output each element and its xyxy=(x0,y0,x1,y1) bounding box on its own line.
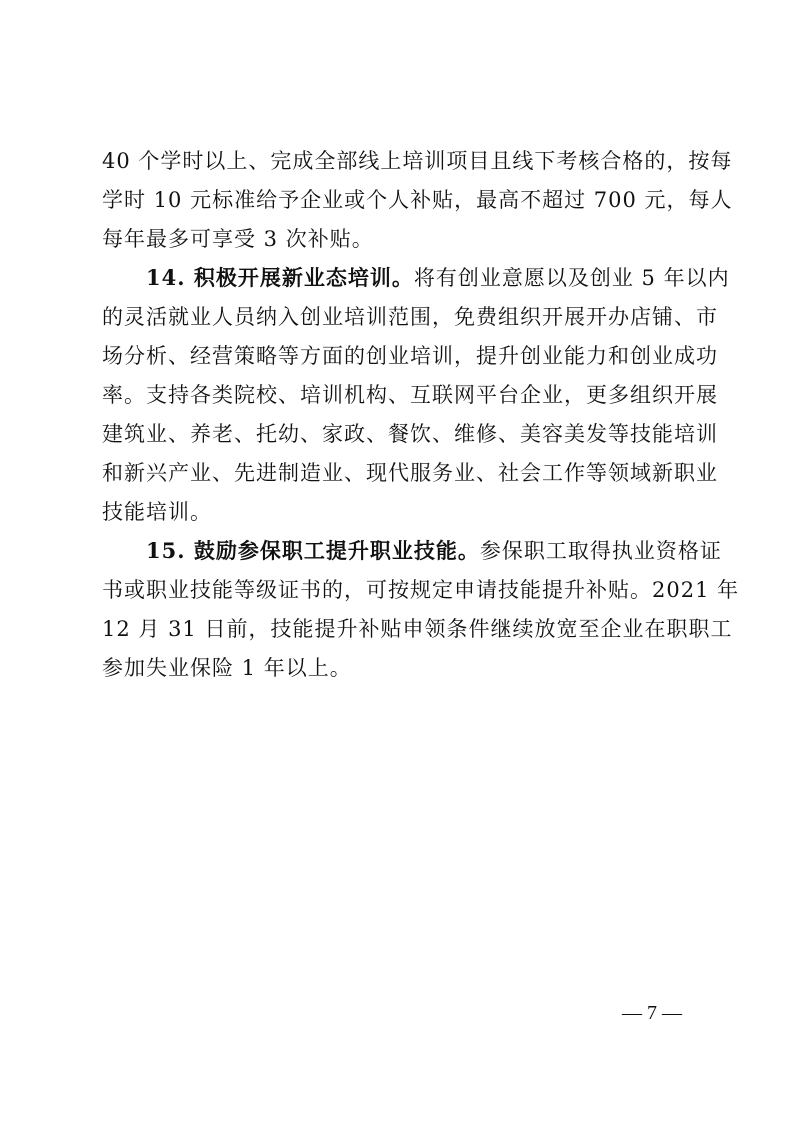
page-number: — 7 — xyxy=(622,1002,682,1024)
item-15-line: 参加失业保险 1 年以上。 xyxy=(102,656,352,680)
item-14-first-line xyxy=(146,263,730,293)
item-14-line: 和新兴产业、先进制造业、现代服务业、社会工作等领域新职业 xyxy=(102,461,718,485)
item-15-text: 参保职工取得执业资格证 xyxy=(479,539,722,563)
item-15-line: 书或职业技能等级证书的，可按规定申请技能提升补贴。2021 年 xyxy=(102,578,740,602)
paragraph-line: 每年最多可享受 3 次补贴。 xyxy=(102,227,374,251)
paragraph-line: 40 个学时以上、完成全部线上培训项目且线下考核合格的，按每 xyxy=(102,149,733,173)
item-14-heading: 14. 积极开展新业态培训。 xyxy=(146,265,414,290)
item-15-heading: 15. 鼓励参保职工提升职业技能。 xyxy=(146,538,480,563)
item-14-line: 的灵活就业人员纳入创业培训范围，免费组织开展开办店铺、市 xyxy=(102,305,718,329)
item-14-line: 率。支持各类院校、培训机构、互联网平台企业，更多组织开展 xyxy=(102,383,718,407)
paragraph-line: 学时 10 元标准给予企业或个人补贴，最高不超过 700 元，每人 xyxy=(102,188,733,212)
item-14-line: 建筑业、养老、托幼、家政、餐饮、维修、美容美发等技能培训 xyxy=(102,422,718,446)
item-15-first-line xyxy=(146,536,722,566)
item-14-line: 技能培训。 xyxy=(102,500,212,524)
item-14-line: 场分析、经营策略等方面的创业培训，提升创业能力和创业成功 xyxy=(102,344,718,368)
item-15-line: 12 月 31 日前，技能提升补贴申领条件继续放宽至企业在职职工 xyxy=(102,617,733,641)
item-14-text: 将有创业意愿以及创业 5 年以内 xyxy=(413,266,730,290)
